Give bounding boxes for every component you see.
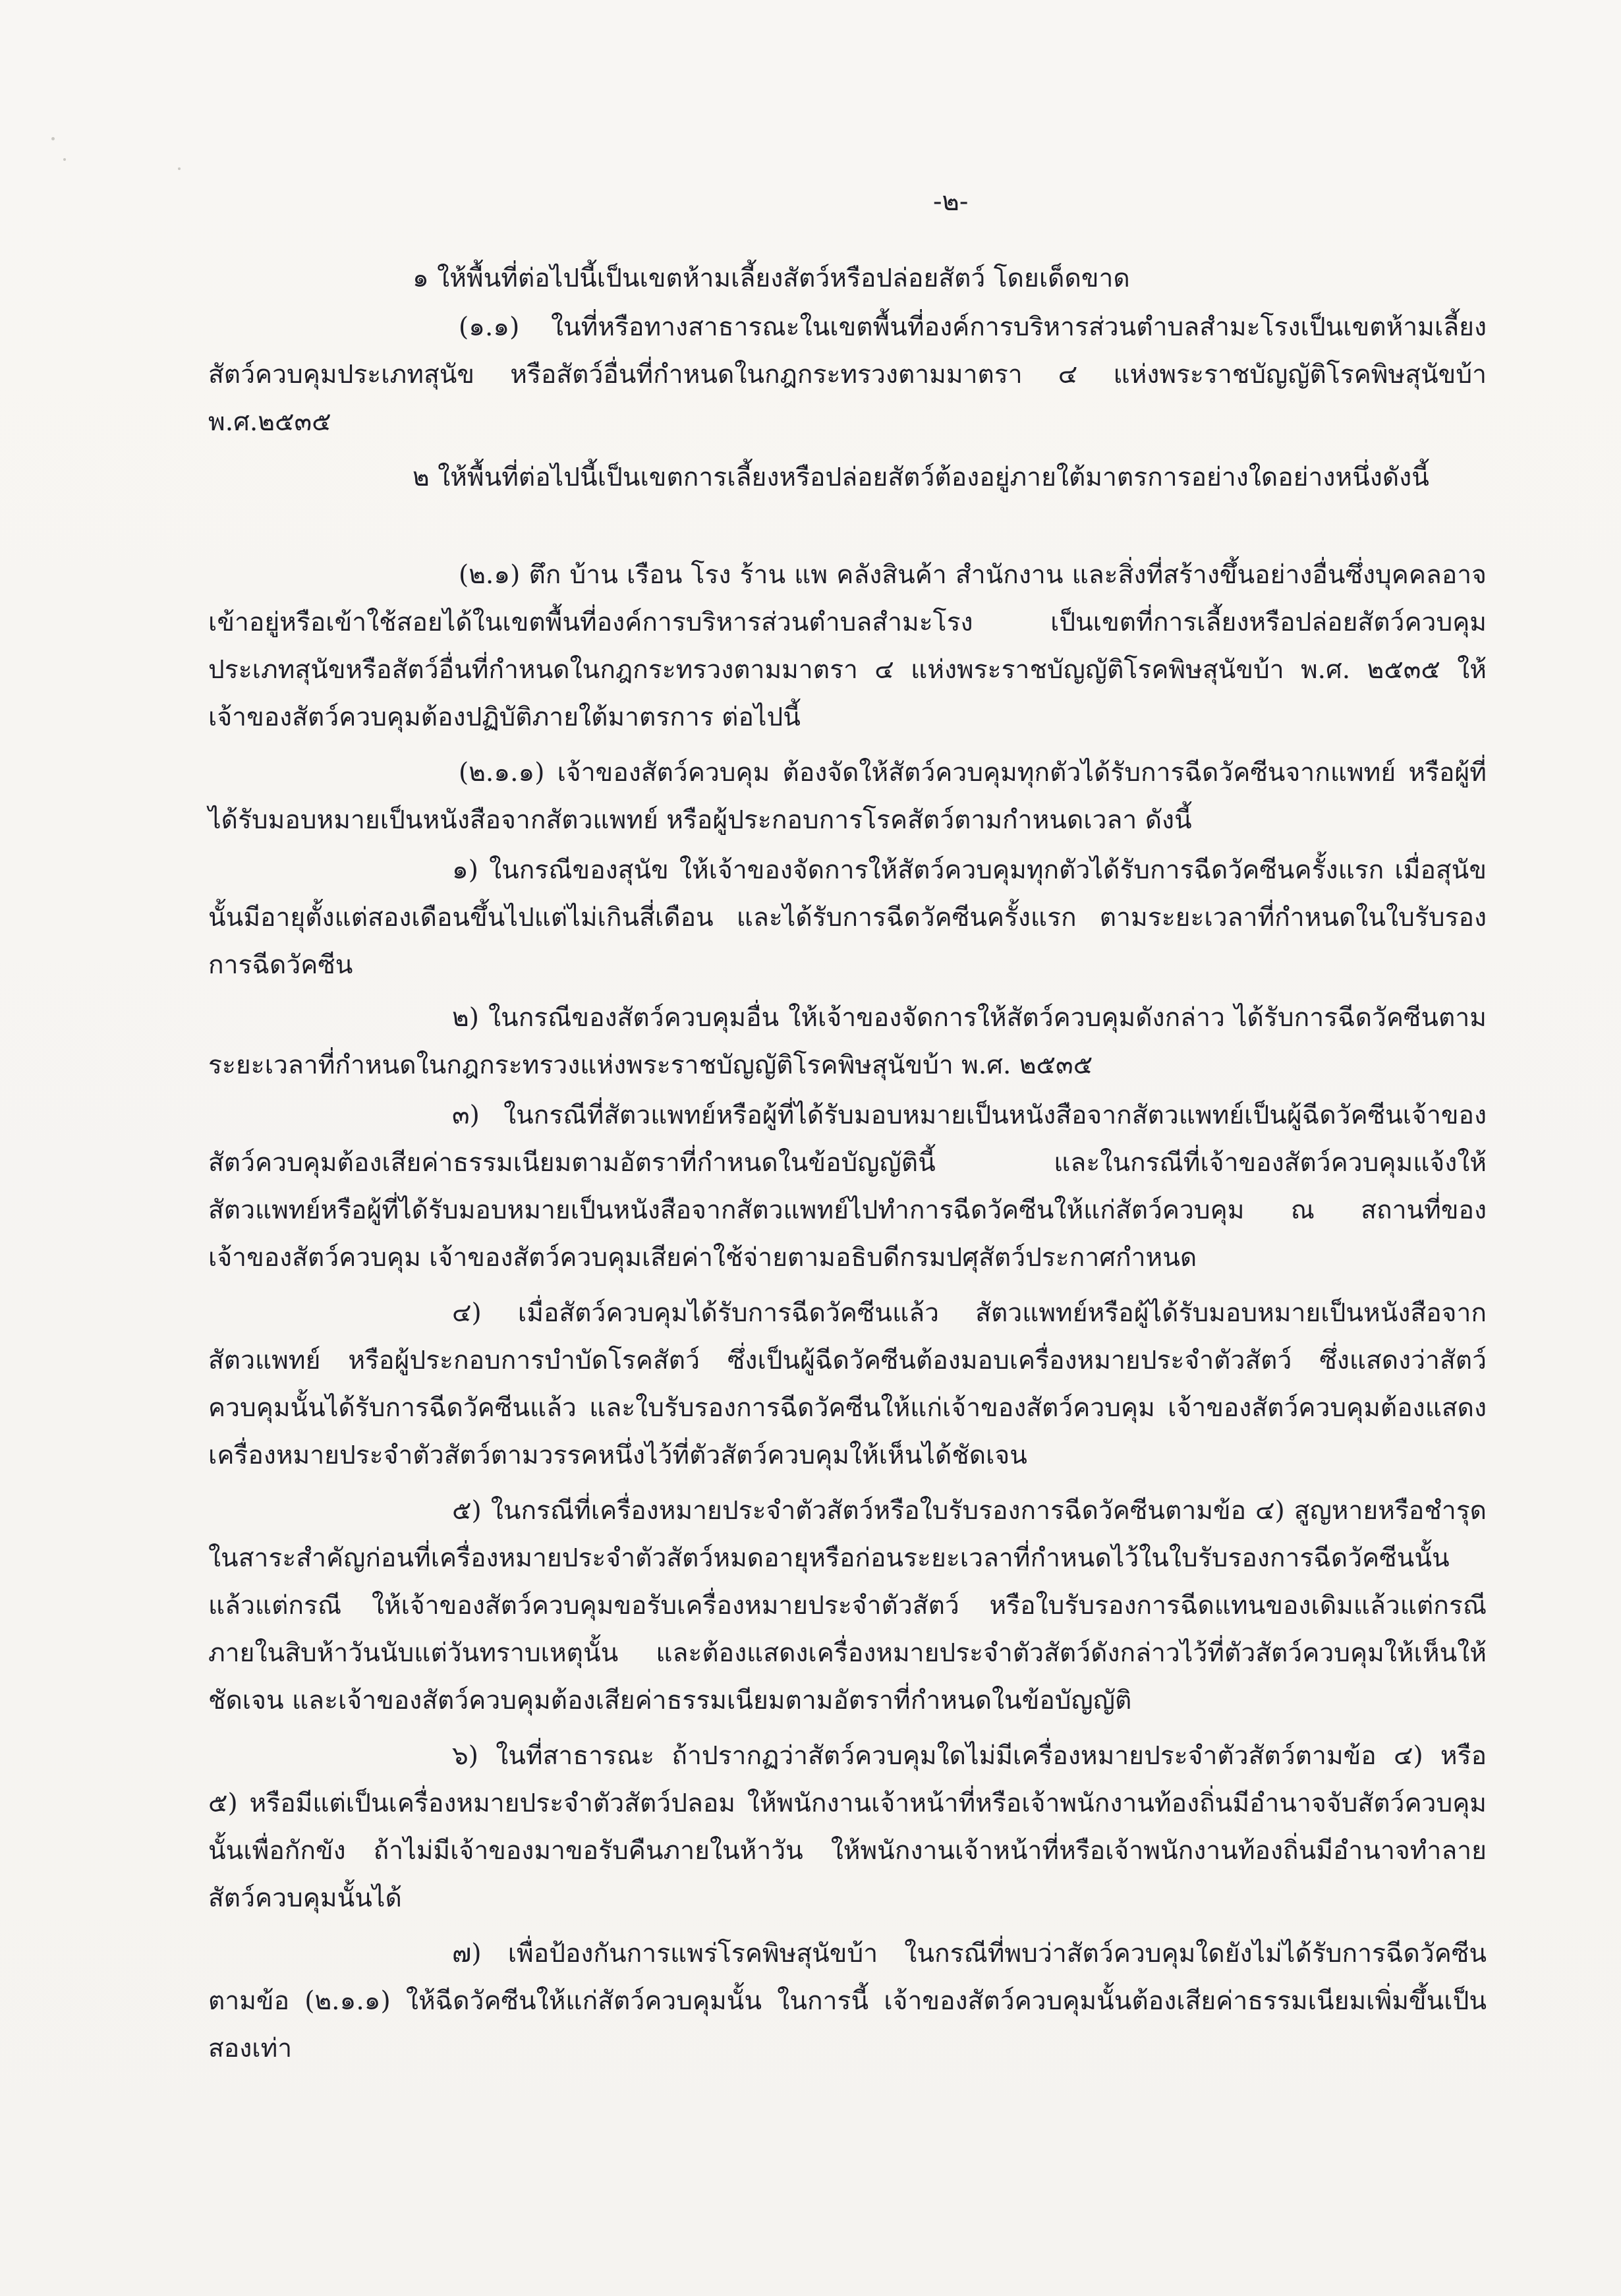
- item-1: ๑) ในกรณีของสุนัข ให้เจ้าของจัดการให้สัตว์ควบคุมทุกตัวได้รับการฉีดวัคซีนครั้งแรก เมื่อสุนัขนั้นมีอายุตั้งแต่สองเดือนขึ้นไปแต่ไม่เกินสี่เดือน และได้รับการฉีดวัคซีนครั้งแรก ตามระยะเวลาที่กำหนดในใบรับรองการฉีดวัคซีน: [208, 855, 1487, 980]
- item-6: ๖) ในที่สาธารณะ ถ้าปรากฏว่าสัตว์ควบคุมใดไม่มีเครื่องหมายประจำตัวสัตว์ตามข้อ ๔) หรือ ๕) หรือมีแต่เป็นเครื่องหมายประจำตัวสัตว์ปลอม ให้พนักงานเจ้าหน้าที่หรือเจ้าพนักงานท้องถิ่นมีอำนาจจับสัตว์ควบคุมนั้นเพื่อกักขัง ถ้าไม่มีเจ้าของมาขอรับคืนภายในห้าวัน ให้พนักงานเจ้าหน้าที่หรือเจ้าพนักงานท้องถิ่นมีอำนาจทำลายสัตว์ควบคุมนั้นได้: [208, 1741, 1487, 1913]
- scan-speck: [51, 137, 55, 140]
- item-5: ๕) ในกรณีที่เครื่องหมายประจำตัวสัตว์หรือใบรับรองการฉีดวัคซีนตามข้อ ๔) สูญหายหรือชำรุดในสาระสำคัญก่อนที่เครื่องหมายประจำตัวสัตว์หมดอายุหรือก่อนระยะเวลาที่กำหนดไว้ในใบรับรองการฉีดวัคซีนนั้น แล้วแต่กรณี ให้เจ้าของสัตว์ควบคุมขอรับเครื่องหมายประจำตัวสัตว์ หรือใบรับรองการฉีดแทนของเดิมแล้วแต่กรณี ภายในสิบห้าวันนับแต่วันทราบเหตุนั้น และต้องแสดงเครื่องหมายประจำตัวสัตว์ดังกล่าวไว้ที่ตัวสัตว์ควบคุมให้เห็นให้ชัดเจน และเจ้าของสัตว์ควบคุมต้องเสียค่าธรรมเนียมตามอัตราที่กำหนดในข้อบัญญัติ: [208, 1496, 1487, 1715]
- item-3: ๓) ในกรณีที่สัตวแพทย์หรือผู้ที่ได้รับมอบหมายเป็นหนังสือจากสัตวแพทย์เป็นผู้ฉีดวัคซีนเจ้าของสัตว์ควบคุมต้องเสียค่าธรรมเนียมตามอัตราที่กำหนดในข้อบัญญัตินี้ และในกรณีที่เจ้าของสัตว์ควบคุมแจ้งให้สัตวแพทย์หรือผู้ที่ได้รับมอบหมายเป็นหนังสือจากสัตวแพทย์ไปทำการฉีดวัคซีนให้แก่สัตว์ควบคุม ณ สถานที่ของเจ้าของสัตว์ควบคุม เจ้าของสัตว์ควบคุมเสียค่าใช้จ่ายตามอธิบดีกรมปศุสัตว์ประกาศกำหนด: [208, 1101, 1487, 1273]
- paragraph-1: ๑ ให้พื้นที่ต่อไปนี้เป็นเขตห้ามเลี้ยงสัตว์หรือปล่อยสัตว์ โดยเด็ดขาด: [412, 264, 1130, 293]
- item-4: ๔) เมื่อสัตว์ควบคุมได้รับการฉีดวัคซีนแล้ว สัตวแพทย์หรือผู้ได้รับมอบหมายเป็นหนังสือจากสัตวแพทย์ หรือผู้ประกอบการบำบัดโรคสัตว์ ซึ่งเป็นผู้ฉีดวัคซีนต้องมอบเครื่องหมายประจำตัวสัตว์ ซึ่งแสดงว่าสัตว์ควบคุมนั้นได้รับการฉีดวัคซีนแล้ว และใบรับรองการฉีดวัคซีนให้แก่เจ้าของสัตว์ควบคุม เจ้าของสัตว์ควบคุมต้องแสดงเครื่องหมายประจำตัวสัตว์ตามวรรคหนึ่งไว้ที่ตัวสัตว์ควบคุมให้เห็นได้ชัดเจน: [208, 1298, 1487, 1470]
- scan-speck: [63, 158, 66, 161]
- page-number: -๒-: [933, 187, 969, 217]
- paragraph-1-1: (๑.๑) ในที่หรือทางสาธารณะในเขตพื้นที่องค์การบริหารส่วนตำบลสำมะโรงเป็นเขตห้ามเลี้ยงสัตว์ควบคุมประเภทสุนัข หรือสัตว์อื่นที่กำหนดในกฎกระทรวงตามมาตรา ๔ แห่งพระราชบัญญัติโรคพิษสุนัขบ้า พ.ศ.๒๕๓๕: [208, 312, 1487, 437]
- paragraph-2-1-1: (๒.๑.๑) เจ้าของสัตว์ควบคุม ต้องจัดให้สัตว์ควบคุมทุกตัวได้รับการฉีดวัคซีนจากแพทย์ หรือผู้ที่ได้รับมอบหมายเป็นหนังสือจากสัตวแพทย์ หรือผู้ประกอบการโรคสัตว์ตามกำหนดเวลา ดังนี้: [208, 758, 1487, 835]
- scan-speck: [178, 167, 181, 170]
- item-2: ๒) ในกรณีของสัตว์ควบคุมอื่น ให้เจ้าของจัดการให้สัตว์ควบคุมดังกล่าว ได้รับการฉีดวัคซีนตามระยะเวลาที่กำหนดในกฎกระทรวงแห่งพระราชบัญญัติโรคพิษสุนัขบ้า พ.ศ. ๒๕๓๕: [208, 1003, 1487, 1080]
- paragraph-2: ๒ ให้พื้นที่ต่อไปนี้เป็นเขตการเลี้ยงหรือปล่อยสัตว์ต้องอยู่ภายใต้มาตรการอย่างใดอย่างหนึ่งดังนี้: [412, 463, 1429, 492]
- item-7: ๗) เพื่อป้องกันการแพร่โรคพิษสุนัขบ้า ในกรณีที่พบว่าสัตว์ควบคุมใดยังไม่ได้รับการฉีดวัคซีนตามข้อ (๒.๑.๑) ให้ฉีดวัคซีนให้แก่สัตว์ควบคุมนั้น ในการนี้ เจ้าของสัตว์ควบคุมนั้นต้องเสียค่าธรรมเนียมเพิ่มขึ้นเป็นสองเท่า: [208, 1939, 1487, 2063]
- paragraph-2-1: (๒.๑) ตึก บ้าน เรือน โรง ร้าน แพ คลังสินค้า สำนักงาน และสิ่งที่สร้างขึ้นอย่างอื่นซึ่งบุคคลอาจเข้าอยู่หรือเข้าใช้สอยได้ในเขตพื้นที่องค์การบริหารส่วนตำบลสำมะโรง เป็นเขตที่การเลี้ยงหรือปล่อยสัตว์ควบคุมประเภทสุนัขหรือสัตว์อื่นที่กำหนดในกฎกระทรวงตามมาตรา ๔ แห่งพระราชบัญญัติโรคพิษสุนัขบ้า พ.ศ. ๒๕๓๕ ให้เจ้าของสัตว์ควบคุมต้องปฏิบัติภายใต้มาตรการ ต่อไปนี้: [208, 560, 1487, 732]
